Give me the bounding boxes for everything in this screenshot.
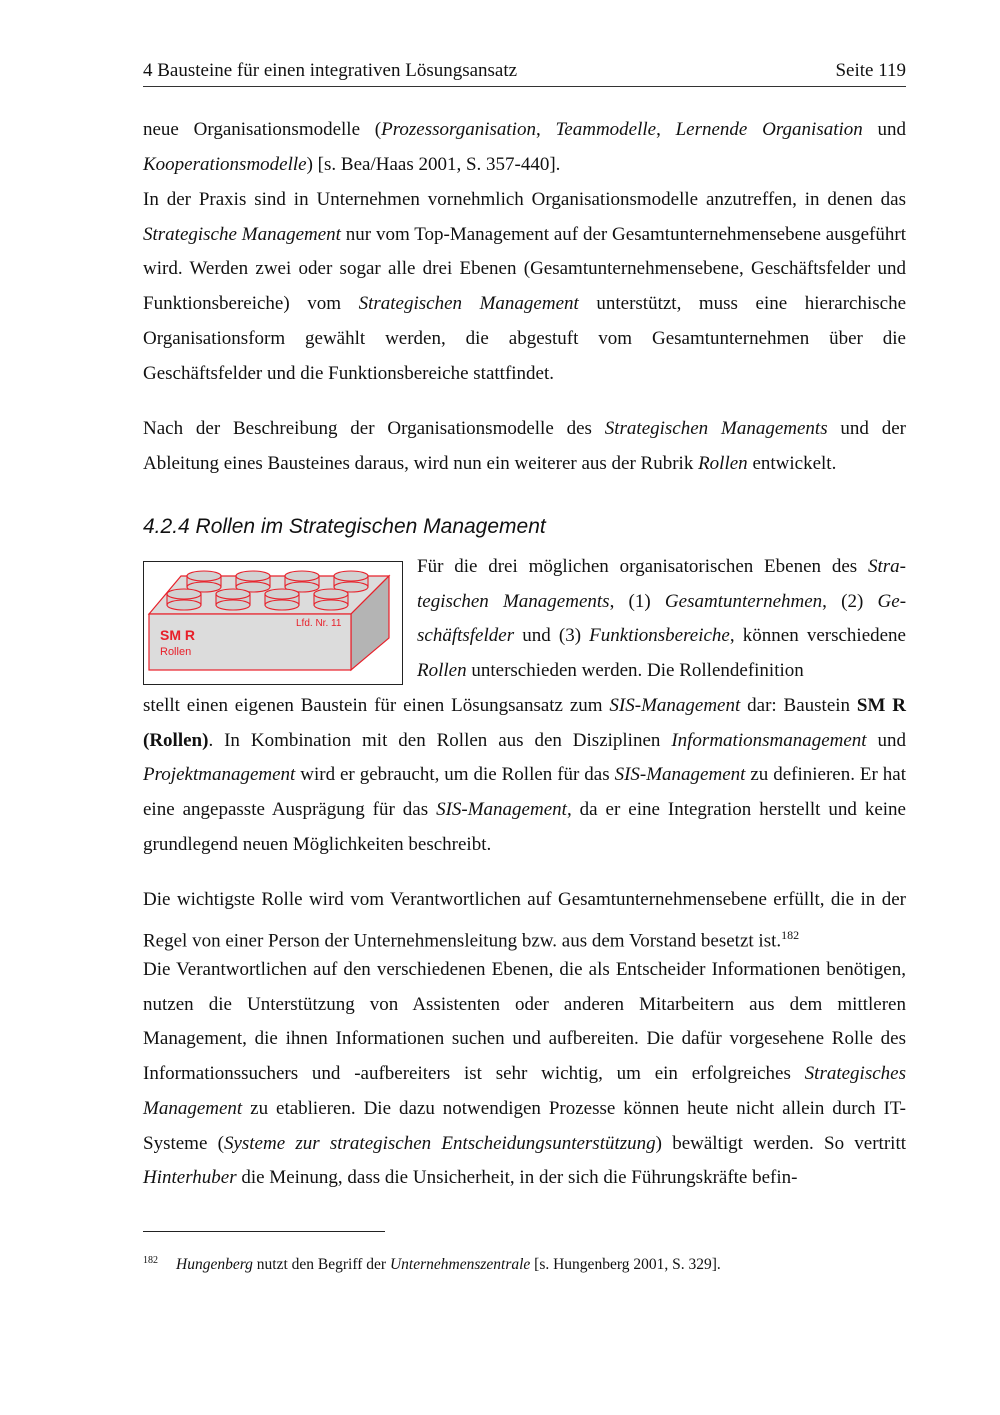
paragraph-1: neue Organisationsmodelle (Prozessorganisation, Teammodelle, Lernende Organisation und Kooperationsmodelle) [s. Bea/Haas 2001, S. 357-440].: [143, 119, 907, 175]
paragraph-4-side: Für die drei möglichen organisatorischen Ebenen des Strategischen Managements, (1) Gesamtunternehmen, (2) Geschäftsfelder und (3) Funktionsbereiche, können verschiedene Rollen unterschieden werden. Die Rollendefinition: [417, 556, 907, 682]
lfd-number: Lfd. Nr. 11: [296, 618, 342, 629]
footnote-number: 182: [143, 1255, 158, 1266]
lego-brick-icon: [144, 562, 401, 683]
section-heading: 4.2.4 Rollen im Strategischen Management: [143, 515, 546, 538]
paragraph-3: Nach der Beschreibung der Organisationsmodelle des Strategischen Managements und der Ableitung eines Bausteines daraus, wird nun ein weiterer aus der Rubrik Rollen entwickelt.: [143, 418, 906, 474]
chapter-title: 4 Bausteine für einen integrativen Lösungsansatz: [143, 60, 518, 81]
building-block-figure: [143, 561, 403, 685]
page-number: Seite 119: [835, 60, 906, 81]
block-name: Rollen: [160, 646, 192, 658]
paragraph-6: Die Verantwortlichen auf den verschiedenen Ebenen, die als Entscheider Informationen benötigen, nutzen die Unterstützung von Assistenten oder anderen Mitarbeitern aus dem mittleren Management, die ihnen Informationen suchen und aufbereiten. Die dafür vorgesehene Rolle des Informationssuchers und -aufbereiters ist sehr wichtig, um ein erfolgreiches Strategisches Management zu etablieren. Die dazu notwendigen Prozesse können heute nicht allein durch IT-Systeme (Systeme zur strategischen Entscheidungsunterstützung) bewältigt werden. So vertritt Hinterhuber die Meinung, dass die Unsicherheit, in der sich die Führungskräfte befin-: [143, 959, 907, 1189]
footnote-ref[interactable]: 182: [781, 927, 800, 942]
footnote-separator: [143, 1231, 385, 1232]
page-header: [143, 60, 906, 87]
block-code: SM R: [160, 627, 195, 643]
paragraph-4: stellt einen eigenen Baustein für einen Lösungsansatz zum SIS-Management dar: Baustein SM R (Rollen). In Kombination mit den Rollen aus den Disziplinen Informationsmanagement und Projektmanagement wird er gebraucht, um die Rollen für das SIS-Management zu definieren. Er hat eine angepasste Ausprägung für das SIS-Management, da er eine Integration herstellt und keine grundlegend neuen Möglichkeiten beschreibt.: [143, 695, 907, 855]
footnote: $^{182}$ Hungenberg nutzt den Begriff der Unternehmenszentrale [s. Hungenberg 2001, S. 329].: [143, 1255, 721, 1274]
paragraph-5: Die wichtigste Rolle wird vom Verantwortlichen auf Gesamtunternehmensebene erfüllt, die in der Regel von einer Person der Unternehmensleitung bzw. aus dem Vorstand besetzt ist.$^{182}$: [143, 889, 906, 952]
paragraph-2: In der Praxis sind in Unternehmen vornehmlich Organisationsmodelle anzutreffen, in denen das Strategische Management nur vom Top-Management auf der Gesamtunternehmensebene ausgeführt wird. Werden zwei oder sogar alle drei Ebenen (Gesamtunternehmensebene, Geschäftsfelder und Funktionsbereiche) vom Strategischen Management unterstützt, muss eine hierarchische Organisationsform gewählt werden, die abgestuft vom Gesamtunternehmen über die Geschäftsfelder und die Funktionsbereiche stattfindet.: [143, 189, 907, 384]
